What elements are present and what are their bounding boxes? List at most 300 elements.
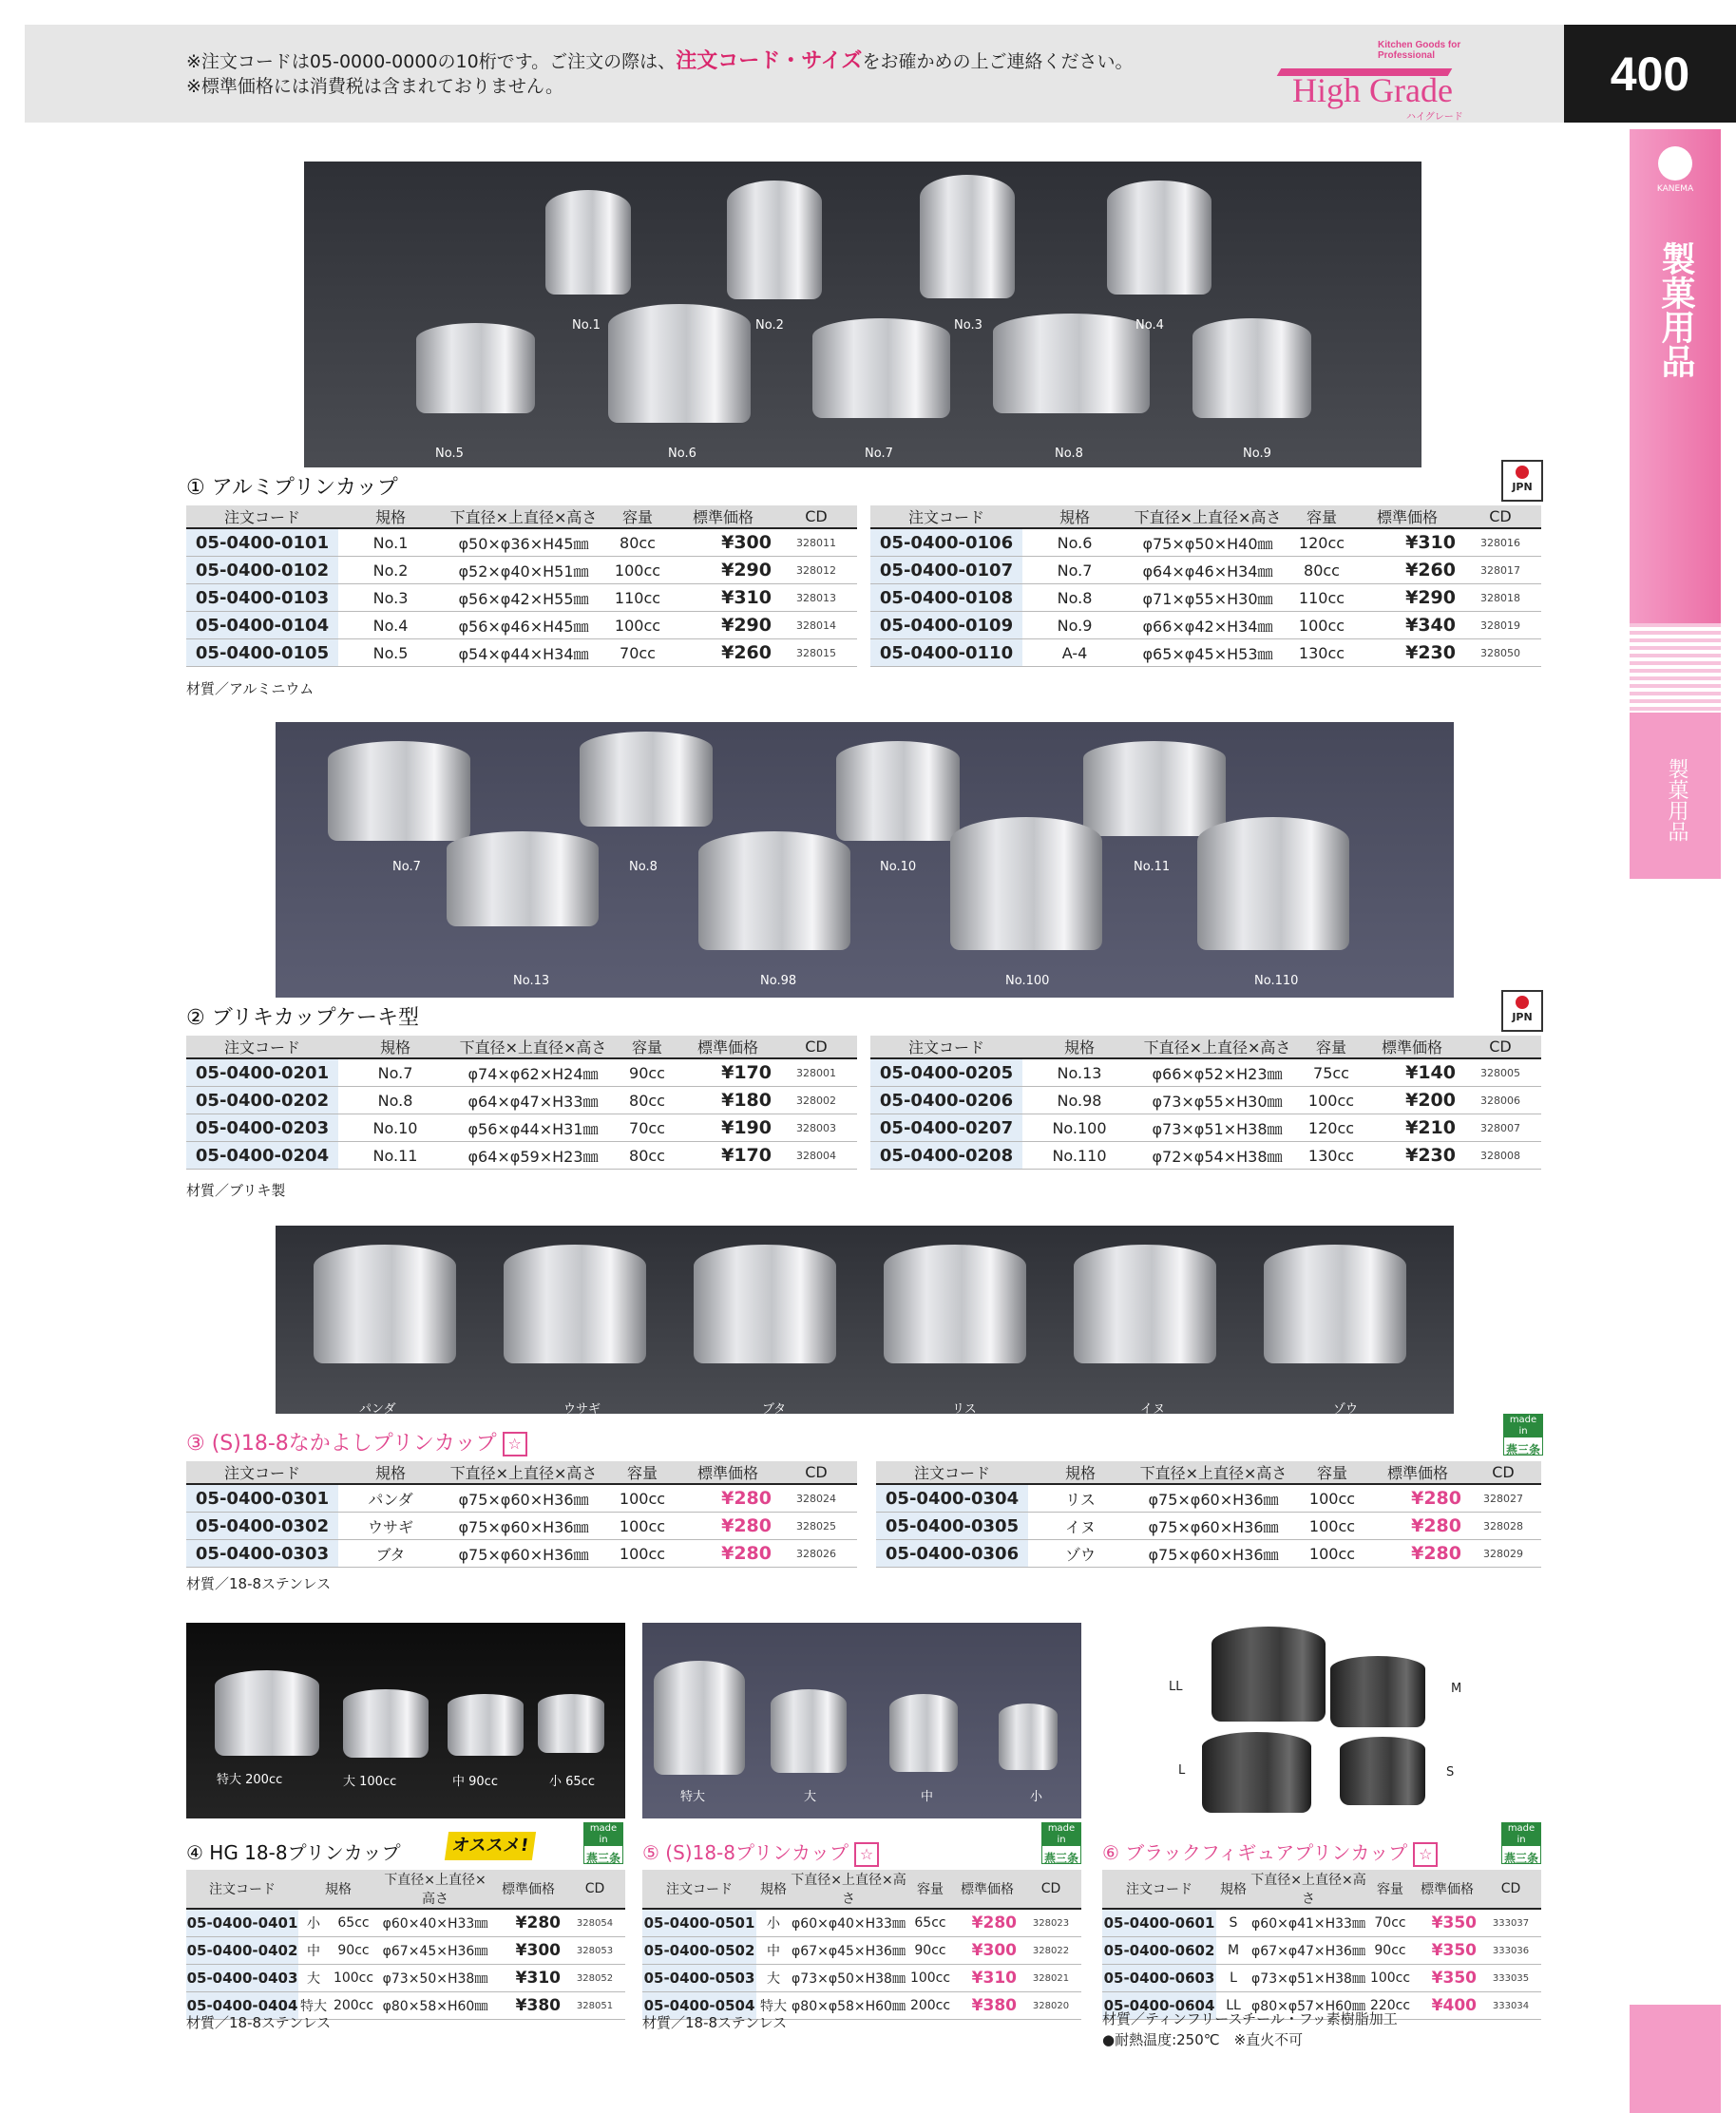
col-header: 注文コード <box>870 1036 1022 1058</box>
cd-code: 328027 <box>1465 1484 1541 1513</box>
capacity: 70cc <box>1366 1909 1414 1937</box>
heat-resistance-note: ●耐熱温度:250℃ ※直火不可 <box>1102 2031 1304 2048</box>
capacity: 110cc <box>604 584 671 612</box>
price: ¥300 <box>492 1937 564 1965</box>
spec: M <box>1216 1937 1250 1965</box>
table-header-row <box>186 1461 857 1484</box>
dimensions: φ65×φ45×H53㎜ <box>1127 639 1288 667</box>
photo-label: No.10 <box>880 860 917 874</box>
spec: No.7 <box>1022 557 1127 584</box>
cd-code: 328001 <box>775 1058 857 1087</box>
dimensions: φ54×φ44×H34㎜ <box>443 639 604 667</box>
tab-stripes <box>1630 623 1721 718</box>
table-header-row <box>870 505 1541 528</box>
table-row <box>870 612 1541 639</box>
cup-image <box>416 323 535 413</box>
cd-code: 328005 <box>1459 1058 1541 1087</box>
spec: 中 <box>298 1937 329 1965</box>
cd-code: 328022 <box>1021 1937 1081 1965</box>
cd-code: 328014 <box>775 612 857 639</box>
cd-code: 333037 <box>1480 1909 1541 1937</box>
order-code: 05-0400-0207 <box>870 1114 1022 1142</box>
cup-image <box>993 314 1150 413</box>
order-code: 05-0400-0108 <box>870 584 1022 612</box>
col-header: 規格 <box>338 505 443 528</box>
col-header: CD <box>564 1870 625 1909</box>
dimensions: φ75×φ60×H36㎜ <box>443 1513 604 1540</box>
section1-title: ① アルミプリンカップ <box>186 476 398 500</box>
order-code: 05-0400-0403 <box>186 1965 298 1992</box>
material-note: 材質／18-8ステンレス <box>186 1575 332 1592</box>
price: ¥140 <box>1364 1058 1459 1087</box>
col-header: 下直径×上直径×高さ <box>378 1870 492 1909</box>
made-in-tsubame-badge: made in 燕三条 <box>583 1822 623 1864</box>
price: ¥290 <box>671 557 775 584</box>
col-header: 下直径×上直径×高さ <box>443 1461 604 1484</box>
section2-table-left <box>186 1036 857 1170</box>
material-note: 材質／ブリキ製 <box>186 1182 286 1199</box>
cup-image <box>950 817 1102 950</box>
dimensions: φ67×φ47×H36㎜ <box>1250 1937 1366 1965</box>
table-header-row <box>870 1036 1541 1058</box>
table-row <box>1102 1909 1541 1937</box>
section3-title <box>186 1427 527 1456</box>
photo-label: No.4 <box>1135 318 1164 333</box>
section4-photo <box>186 1623 625 1818</box>
price: ¥190 <box>680 1114 775 1142</box>
col-header: 標準価格 <box>1364 1036 1459 1058</box>
capacity: 80cc <box>614 1142 680 1170</box>
spec: ゾウ <box>1028 1540 1133 1568</box>
cup-image <box>504 1245 646 1363</box>
capacity: 100cc <box>1288 612 1355 639</box>
photo-label: No.110 <box>1254 974 1299 988</box>
order-code: 05-0400-0208 <box>870 1142 1022 1170</box>
cup-image <box>727 181 822 299</box>
section3-table-left <box>186 1461 857 1568</box>
order-code: 05-0400-0402 <box>186 1937 298 1965</box>
price: ¥280 <box>680 1484 775 1513</box>
cd-code: 328029 <box>1465 1540 1541 1568</box>
price: ¥310 <box>954 1965 1021 1992</box>
recommended-tag: オススメ! <box>445 1832 536 1860</box>
star-icon: ☆ <box>1413 1842 1438 1867</box>
col-header: 注文コード <box>876 1461 1028 1484</box>
dimensions: φ73×φ50×H38㎜ <box>791 1965 906 1992</box>
cup-image <box>771 1689 847 1773</box>
col-header: CD <box>775 1461 857 1484</box>
table-header-row <box>876 1461 1541 1484</box>
cup-image <box>1264 1245 1406 1363</box>
order-code: 05-0400-0303 <box>186 1540 338 1568</box>
photo-label: No.9 <box>1243 447 1271 461</box>
capacity: 90cc <box>614 1058 680 1087</box>
photo-label: No.100 <box>1005 974 1050 988</box>
price: ¥310 <box>1355 528 1459 557</box>
spec: 特大 <box>756 1992 791 2020</box>
dimensions: φ75×φ50×H40㎜ <box>1127 528 1288 557</box>
price: ¥310 <box>671 584 775 612</box>
capacity: 70cc <box>604 639 671 667</box>
order-code: 05-0400-0103 <box>186 584 338 612</box>
cd-code: 328025 <box>775 1513 857 1540</box>
col-header: CD <box>1480 1870 1541 1909</box>
photo-label: No.7 <box>392 860 421 874</box>
cd-code: 328003 <box>775 1114 857 1142</box>
col-header: 容量 <box>1288 505 1355 528</box>
japan-flag-icon <box>1516 466 1529 479</box>
price: ¥340 <box>1355 612 1459 639</box>
capacity: 100cc <box>604 1484 680 1513</box>
table-row <box>186 1909 625 1937</box>
order-code: 05-0400-0305 <box>876 1513 1028 1540</box>
order-code: 05-0400-0504 <box>642 1992 756 2020</box>
table-row <box>870 1087 1541 1114</box>
order-code: 05-0400-0404 <box>186 1992 298 2020</box>
photo-label: No.13 <box>513 974 550 988</box>
order-code: 05-0400-0304 <box>876 1484 1028 1513</box>
order-code: 05-0400-0401 <box>186 1909 298 1937</box>
col-header: 容量 <box>614 1036 680 1058</box>
col-header: 標準価格 <box>680 1461 775 1484</box>
high-grade-logo: Kitchen Goods for Professional High Grade ハイグレード <box>1273 38 1492 119</box>
cup-image <box>999 1704 1058 1770</box>
spec: 中 <box>756 1937 791 1965</box>
dimensions: φ75×φ60×H36㎜ <box>1133 1484 1294 1513</box>
col-header: 規格 <box>1216 1870 1250 1909</box>
section6-title-text: ⑥ ブラックフィギュアプリンカップ <box>1102 1841 1408 1864</box>
cup-image <box>1211 1627 1326 1722</box>
col-header: 下直径×上直径×高さ <box>791 1870 906 1909</box>
capacity: φ80×58×H60㎜ <box>378 1992 492 2020</box>
photo-label: パンダ <box>359 1402 396 1417</box>
cd-code: 328016 <box>1459 528 1541 557</box>
table-row <box>186 1937 625 1965</box>
spec: No.110 <box>1022 1142 1136 1170</box>
table-row <box>876 1513 1541 1540</box>
cup-image <box>920 175 1015 298</box>
capacity: φ60×40×H33㎜ <box>378 1909 492 1937</box>
order-code: 05-0400-0107 <box>870 557 1022 584</box>
section6-title <box>1102 1837 1438 1867</box>
cd-code: 328006 <box>1459 1087 1541 1114</box>
photo-label: リス <box>952 1402 977 1417</box>
dimensions: φ64×φ59×H23㎜ <box>452 1142 614 1170</box>
price: ¥290 <box>671 612 775 639</box>
col-header: 標準価格 <box>1355 505 1459 528</box>
order-code: 05-0400-0109 <box>870 612 1022 639</box>
spec: LL <box>1216 1992 1250 2020</box>
section3-photo <box>276 1226 1454 1417</box>
cup-image <box>836 741 960 841</box>
spec: No.8 <box>1022 584 1127 612</box>
cup-image <box>1074 1245 1216 1363</box>
order-code: 05-0400-0601 <box>1102 1909 1216 1937</box>
table-header-row <box>186 1036 857 1058</box>
section5-photo <box>642 1623 1081 1818</box>
order-code: 05-0400-0110 <box>870 639 1022 667</box>
table-row <box>186 557 857 584</box>
section4-title: ④ HG 18-8プリンカップ <box>186 1841 401 1864</box>
spec: No.8 <box>338 1087 452 1114</box>
order-code: 05-0400-0106 <box>870 528 1022 557</box>
dimensions: φ56×φ44×H31㎜ <box>452 1114 614 1142</box>
order-code: 05-0400-0501 <box>642 1909 756 1937</box>
dimensions: 65cc <box>329 1909 378 1937</box>
cd-code: 328019 <box>1459 612 1541 639</box>
spec: S <box>1216 1909 1250 1937</box>
capacity: 100cc <box>1298 1087 1364 1114</box>
col-header: 下直径×上直径×高さ <box>1250 1870 1366 1909</box>
material-note: 材質／ティンフリースチール・フッ素樹脂加工 <box>1102 2010 1398 2027</box>
cd-code: 328051 <box>564 1992 625 2020</box>
cup-image <box>1197 817 1349 950</box>
section2-photo <box>276 722 1454 998</box>
cup-image <box>1083 741 1226 836</box>
photo-label: No.11 <box>1134 860 1171 874</box>
capacity: 220cc <box>1366 1992 1414 2020</box>
table-row <box>870 1142 1541 1170</box>
col-header: 注文コード <box>1102 1870 1216 1909</box>
price: ¥280 <box>680 1513 775 1540</box>
col-header: 標準価格 <box>1414 1870 1480 1909</box>
table-row <box>870 528 1541 557</box>
table-row <box>870 1114 1541 1142</box>
category-label-small: 製菓用品 <box>1665 758 1688 842</box>
spec: リス <box>1028 1484 1133 1513</box>
order-code: 05-0400-0502 <box>642 1937 756 1965</box>
photo-label: L <box>1178 1763 1186 1778</box>
table-row <box>186 612 857 639</box>
order-code: 05-0400-0603 <box>1102 1965 1216 1992</box>
dimensions: 90cc <box>329 1937 378 1965</box>
price: ¥210 <box>1364 1114 1459 1142</box>
table-row <box>186 639 857 667</box>
cd-code: 328004 <box>775 1142 857 1170</box>
order-notice <box>186 49 1133 99</box>
capacity: 200cc <box>906 1992 954 2020</box>
category-side-tab-small <box>1630 713 1721 879</box>
spec: No.100 <box>1022 1114 1136 1142</box>
photo-label: 大 <box>804 1790 817 1804</box>
table-row <box>870 557 1541 584</box>
material-note: 材質／アルミニウム <box>186 680 315 697</box>
made-in-tsubame-badge: made in 燕三条 <box>1041 1822 1081 1864</box>
capacity: 120cc <box>1288 528 1355 557</box>
price: ¥300 <box>671 528 775 557</box>
dimensions: φ67×φ45×H36㎜ <box>791 1937 906 1965</box>
category-side-tab <box>1630 129 1721 718</box>
capacity: 75cc <box>1298 1058 1364 1087</box>
table-row <box>186 1965 625 1992</box>
spec: No.3 <box>338 584 443 612</box>
notice-text: ※注文コードは05-0000-0000の10桁です。ご注文の際は、 <box>186 51 677 72</box>
cd-code: 328018 <box>1459 584 1541 612</box>
photo-label: 大 100cc <box>343 1775 397 1789</box>
price: ¥280 <box>1370 1484 1465 1513</box>
col-header: 下直径×上直径×高さ <box>452 1036 614 1058</box>
cd-code: 328023 <box>1021 1909 1081 1937</box>
col-header: 下直径×上直径×高さ <box>443 505 604 528</box>
table-row <box>642 1909 1081 1937</box>
photo-label: ゾウ <box>1333 1402 1359 1417</box>
table-header-row <box>186 505 857 528</box>
col-header: CD <box>775 505 857 528</box>
order-code: 05-0400-0205 <box>870 1058 1022 1087</box>
table-row <box>186 1087 857 1114</box>
cd-code: 333035 <box>1480 1965 1541 1992</box>
col-header: 容量 <box>906 1870 954 1909</box>
section1-table-right <box>870 505 1541 667</box>
table-row <box>876 1484 1541 1513</box>
order-code: 05-0400-0306 <box>876 1540 1028 1568</box>
dimensions: φ73×φ51×H38㎜ <box>1136 1114 1298 1142</box>
order-code: 05-0400-0503 <box>642 1965 756 1992</box>
cup-image <box>889 1694 958 1772</box>
price: ¥280 <box>1370 1540 1465 1568</box>
dimensions: φ75×φ60×H36㎜ <box>1133 1513 1294 1540</box>
table-header-row <box>1102 1870 1541 1909</box>
price: ¥280 <box>954 1909 1021 1937</box>
col-header: 規格 <box>1022 505 1127 528</box>
order-code: 05-0400-0301 <box>186 1484 338 1513</box>
col-header: 標準価格 <box>492 1870 564 1909</box>
dimensions: φ64×φ47×H33㎜ <box>452 1087 614 1114</box>
capacity: 100cc <box>1294 1513 1370 1540</box>
col-header: 規格 <box>756 1870 791 1909</box>
cd-code: 328028 <box>1465 1513 1541 1540</box>
cup-image <box>1107 181 1211 295</box>
table-row <box>870 584 1541 612</box>
table-row <box>642 1965 1081 1992</box>
cd-code: 328015 <box>775 639 857 667</box>
dimensions: φ66×φ52×H23㎜ <box>1136 1058 1298 1087</box>
dimensions: 100cc <box>329 1965 378 1992</box>
col-header: 注文コード <box>186 1870 298 1909</box>
price: ¥280 <box>492 1909 564 1937</box>
capacity: 80cc <box>1288 557 1355 584</box>
dimensions: φ73×φ51×H38㎜ <box>1250 1965 1366 1992</box>
spec: No.1 <box>338 528 443 557</box>
price: ¥180 <box>680 1087 775 1114</box>
price: ¥230 <box>1364 1142 1459 1170</box>
section5-title-text: ⑤ (S)18-8プリンカップ <box>642 1841 849 1864</box>
dimensions: φ56×φ46×H45㎜ <box>443 612 604 639</box>
section3-table-right <box>876 1461 1541 1568</box>
capacity: φ73×50×H38㎜ <box>378 1965 492 1992</box>
notice-text: をお確かめの上ご連絡ください。 <box>862 51 1134 72</box>
cup-image <box>314 1245 456 1363</box>
jpn-badge: JPN <box>1501 460 1543 502</box>
cup-image <box>343 1689 429 1758</box>
order-code: 05-0400-0201 <box>186 1058 338 1087</box>
order-code: 05-0400-0204 <box>186 1142 338 1170</box>
cup-image <box>1202 1732 1311 1813</box>
cup-image <box>328 741 470 841</box>
capacity: 80cc <box>604 528 671 557</box>
brand-label: KANEMA <box>1656 184 1694 194</box>
cd-code: 328012 <box>775 557 857 584</box>
dimensions: φ60×φ41×H33㎜ <box>1250 1909 1366 1937</box>
capacity: 70cc <box>614 1114 680 1142</box>
cd-code: 328050 <box>1459 639 1541 667</box>
col-header: 標準価格 <box>680 1036 775 1058</box>
cd-code: 328053 <box>564 1937 625 1965</box>
spec: No.11 <box>338 1142 452 1170</box>
price: ¥400 <box>1414 1992 1480 2020</box>
spec: 大 <box>756 1965 791 1992</box>
table-row <box>186 528 857 557</box>
col-header: 注文コード <box>186 505 338 528</box>
photo-label: 小 65cc <box>549 1775 595 1789</box>
dimensions: φ66×φ42×H34㎜ <box>1127 612 1288 639</box>
cd-code: 328008 <box>1459 1142 1541 1170</box>
section3-title-text: ③ (S)18-8なかよしプリンカップ <box>186 1432 497 1456</box>
photo-label: No.8 <box>629 860 658 874</box>
cd-code: 333036 <box>1480 1937 1541 1965</box>
spec: A-4 <box>1022 639 1127 667</box>
price: ¥350 <box>1414 1909 1480 1937</box>
cd-code: 328024 <box>775 1484 857 1513</box>
col-header: 規格 <box>298 1870 378 1909</box>
jpn-badge: JPN <box>1501 990 1543 1032</box>
cd-code: 328052 <box>564 1965 625 1992</box>
table-row <box>186 1142 857 1170</box>
photo-label: No.8 <box>1055 447 1083 461</box>
cup-image <box>215 1670 319 1756</box>
cd-code: 328021 <box>1021 1965 1081 1992</box>
price: ¥290 <box>1355 584 1459 612</box>
photo-label: 小 <box>1030 1790 1043 1804</box>
kanema-logo-icon <box>1658 146 1692 181</box>
dimensions: φ75×φ60×H36㎜ <box>443 1484 604 1513</box>
col-header: 注文コード <box>642 1870 756 1909</box>
capacity: 100cc <box>604 1513 680 1540</box>
cd-code: 328011 <box>775 528 857 557</box>
dimensions: φ60×φ40×H33㎜ <box>791 1909 906 1937</box>
cd-code: 333034 <box>1480 1992 1541 2020</box>
capacity: 65cc <box>906 1909 954 1937</box>
cup-image <box>884 1245 1026 1363</box>
spec: No.13 <box>1022 1058 1136 1087</box>
spec: No.6 <box>1022 528 1127 557</box>
dimensions: φ74×φ62×H24㎜ <box>452 1058 614 1087</box>
table-row <box>1102 1937 1541 1965</box>
material-note: 材質／18-8ステンレス <box>186 2014 332 2031</box>
cd-code: 328002 <box>775 1087 857 1114</box>
tax-notice: ※標準価格には消費税は含まれておりません。 <box>186 76 564 97</box>
cup-image <box>580 732 713 827</box>
japan-flag-icon <box>1516 996 1529 1009</box>
capacity: 90cc <box>906 1937 954 1965</box>
category-label: 製菓用品 <box>1656 241 1695 378</box>
dimensions: φ80×φ58×H60㎜ <box>791 1992 906 2020</box>
star-icon: ☆ <box>854 1842 879 1867</box>
col-header: 容量 <box>1298 1036 1364 1058</box>
side-tab-footer <box>1630 2005 1721 2113</box>
dimensions: φ80×φ57×H60㎜ <box>1250 1992 1366 2020</box>
capacity: 100cc <box>1294 1540 1370 1568</box>
capacity: 130cc <box>1288 639 1355 667</box>
table-header-row <box>186 1870 625 1909</box>
material-note: 材質／18-8ステンレス <box>642 2014 788 2031</box>
photo-label: No.6 <box>668 447 696 461</box>
cup-image <box>448 1694 524 1756</box>
section2-title: ② ブリキカップケーキ型 <box>186 1006 419 1030</box>
spec: No.98 <box>1022 1087 1136 1114</box>
capacity: 100cc <box>906 1965 954 1992</box>
spec: No.7 <box>338 1058 452 1087</box>
